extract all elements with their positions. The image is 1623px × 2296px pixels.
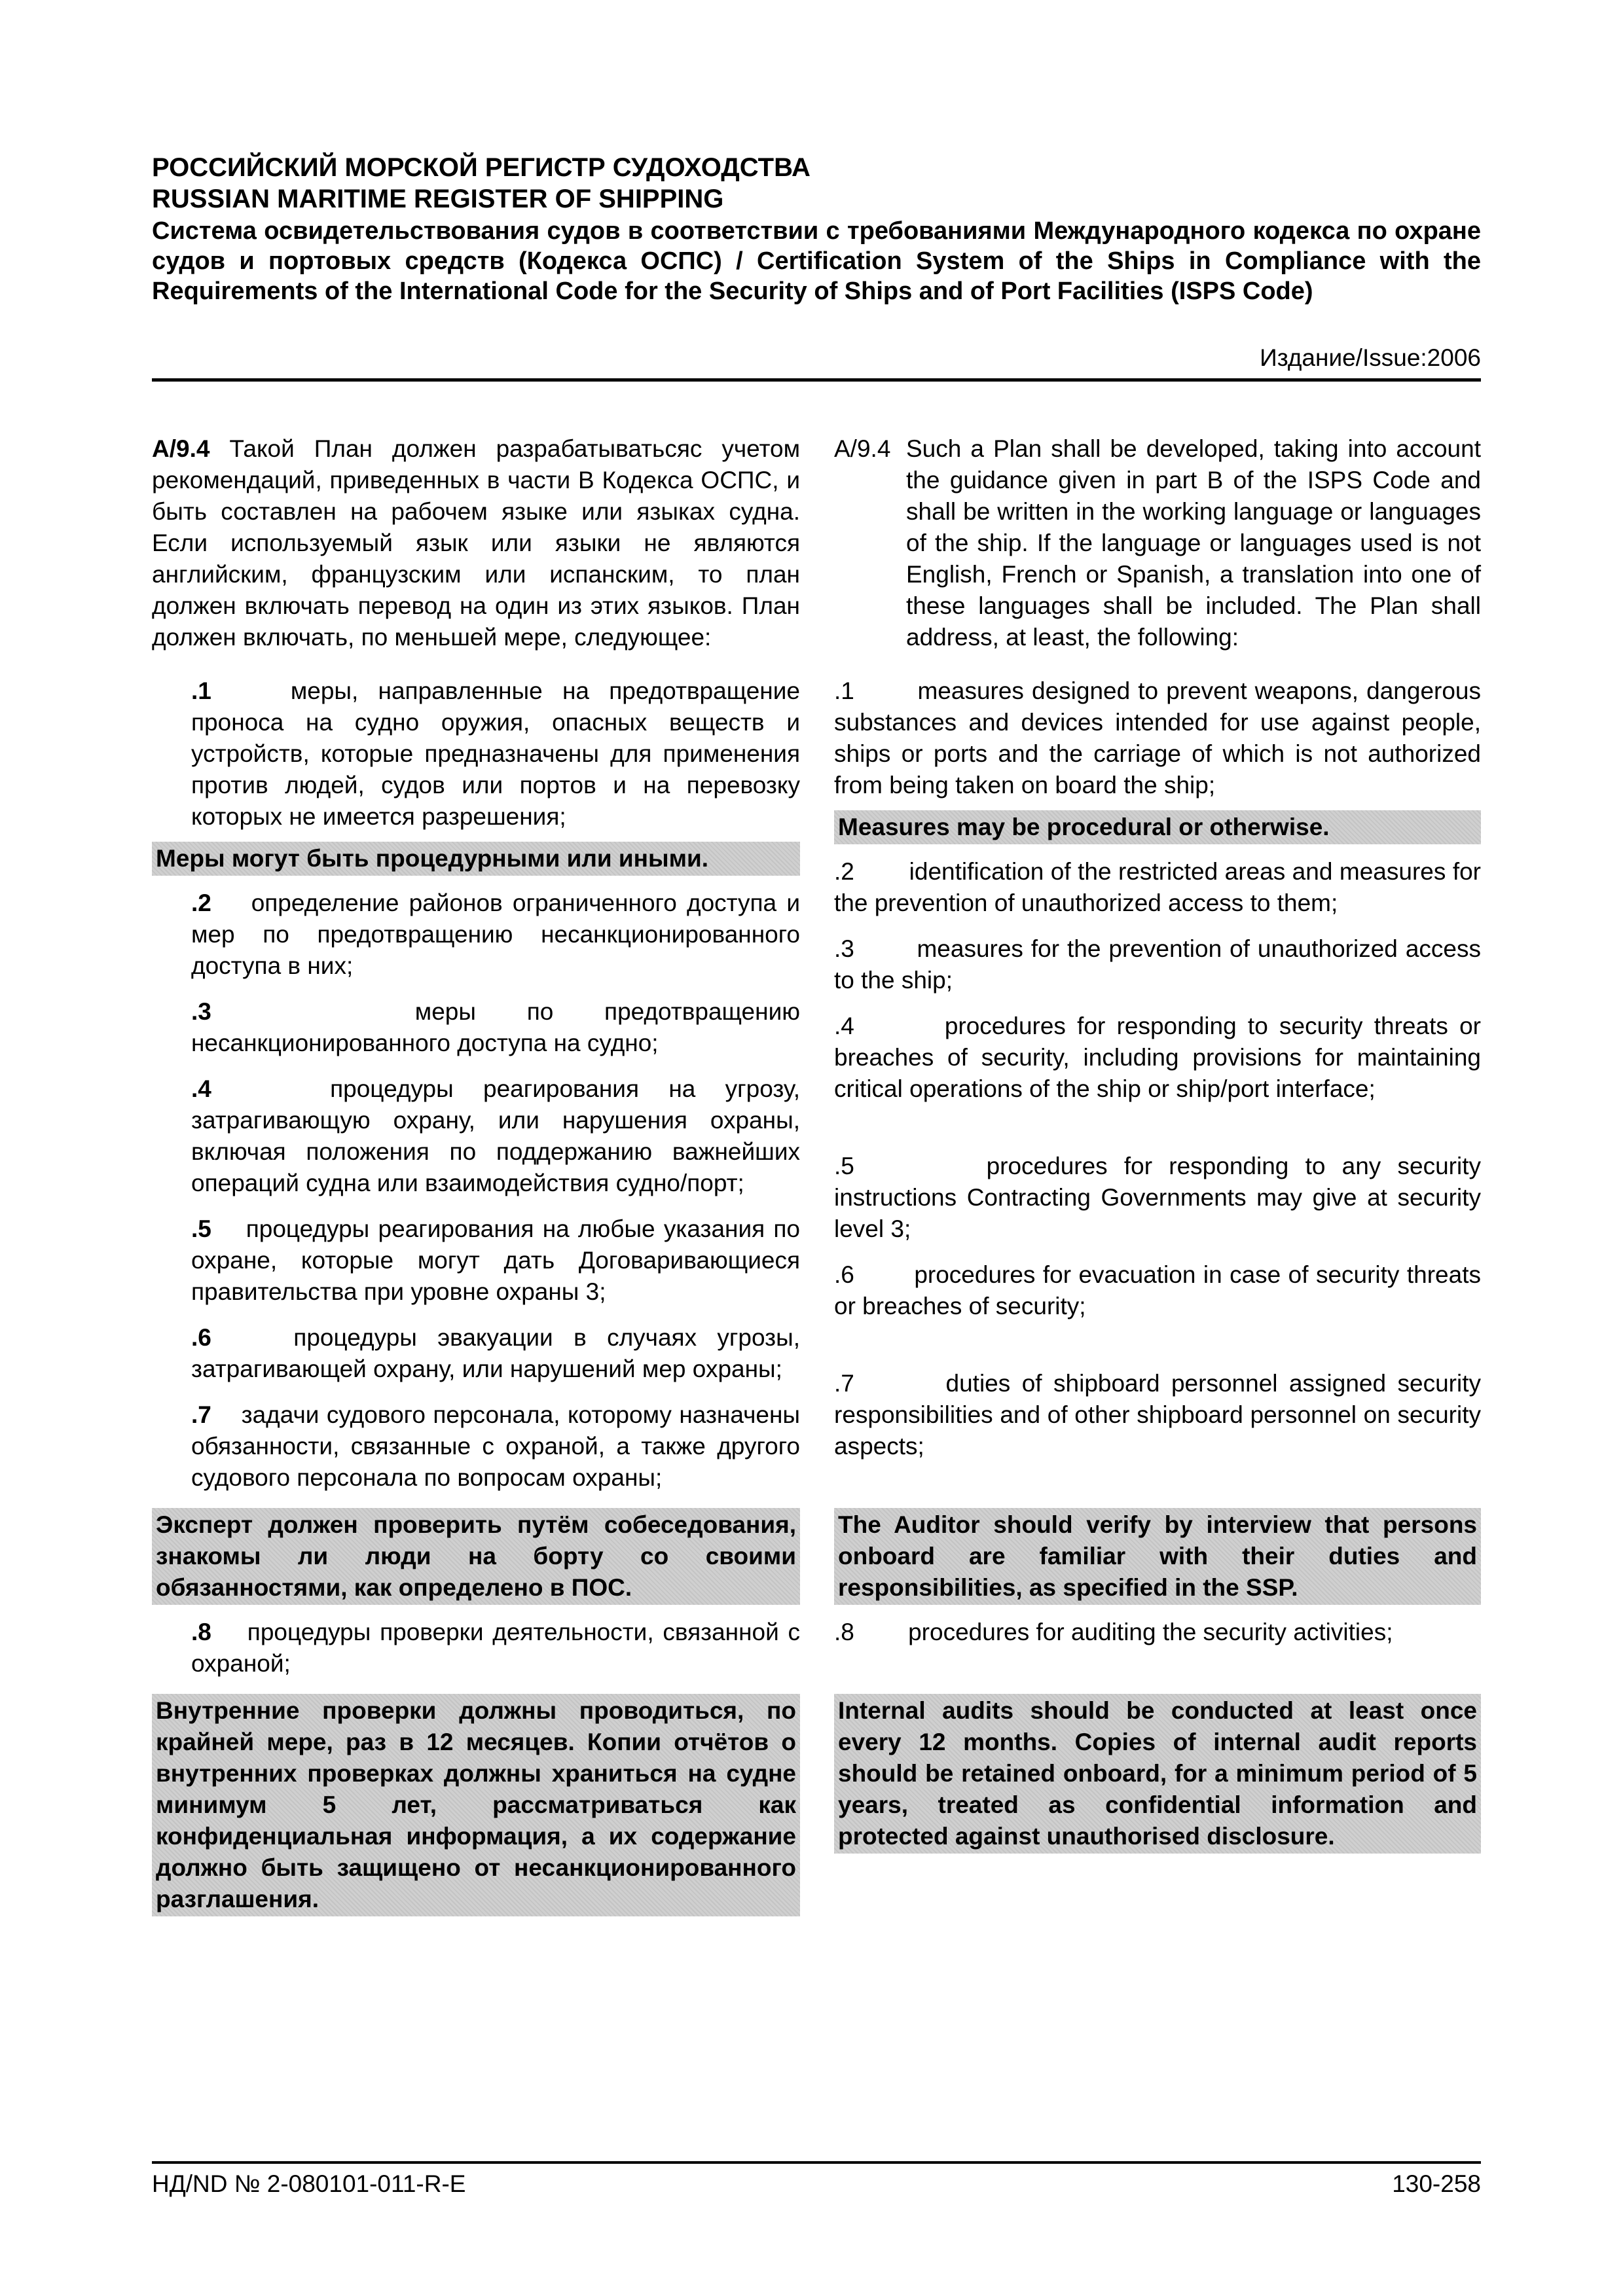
list-item: .5 процедуры реагирования на любые указания по охране, которые могут дать Договаривающиеся правительства при уровне охраны 3; xyxy=(191,1215,800,1305)
note-box-ru: Меры могут быть процедурными или иными. xyxy=(152,842,800,876)
list-item: .8 процедуры проверки деятельности, связанной с охраной; xyxy=(191,1619,800,1677)
header-rule xyxy=(152,378,1481,382)
list-item: .8 procedures for auditing the security activities; xyxy=(834,1619,1393,1645)
clause-number-ru: А/9.4 xyxy=(152,435,210,462)
english-column xyxy=(834,433,1481,1854)
issue-label: Издание/Issue:2006 xyxy=(1260,344,1481,371)
document-header xyxy=(152,152,1481,306)
list-item: .4 procedures for responding to security threats or breaches of security, including provisions for maintaining critical operations of the ship or ship/port interface; xyxy=(834,1013,1481,1102)
list-item: .6 procedures for evacuation in case of security threats or breaches of security; xyxy=(834,1261,1481,1319)
list-item: .1 меры, направленные на предотвращение проноса на судно оружия, опасных веществ и устройств, которые предназначены для применения против людей, судов или портов и на перевозку которых не имеется разрешения; xyxy=(191,677,800,830)
note-box-en: The Auditor should verify by interview that persons onboard are familiar with their duties and responsibilities, as specified in the SSP. xyxy=(834,1508,1481,1605)
document-title: Система освидетельствования судов в соответствии с требованиями Международного кодекса по охране судов и портовых средств (Кодекса ОСПС) / Certification System of the Ships in Compliance with the Requirements of the International Code for the Security of Ships and of Port Facilities (ISPS Code) xyxy=(152,217,1481,305)
list-item: .2 определение районов ограниченного доступа и мер по предотвращению несанкционированного доступа в них; xyxy=(191,889,801,979)
list-item: .7 duties of shipboard personnel assigned security responsibilities and of other shipboard personnel on security aspects; xyxy=(834,1370,1481,1460)
page-number: 130-258 xyxy=(1392,2170,1481,2197)
document-page xyxy=(152,0,1481,2296)
clause-number-en: A/9.4 xyxy=(834,435,891,462)
note-box-ru: Внутренние проверки должны проводиться, по крайней мере, раз в 12 месяцев. Копии отчётов о внутренних проверках должны храниться на судне минимум 5 лет, рассматриваться как конфиденциальная информация, а их содержание должно быть защищено от несанкционированного разглашения. xyxy=(152,1694,800,1916)
document-number: НД/ND № 2-080101-011-R-E xyxy=(152,2170,466,2197)
register-name-en: RUSSIAN MARITIME REGISTER OF SHIPPING xyxy=(152,185,724,213)
intro-paragraph-en: A/9.4 Such a Plan shall be developed, taking into account the guidance given in part B of the ISPS Code and shall be written in the working language or languages of the ship. If the language or languages used is not English, French or Spanish, a translation into one of these languages shall be included. The Plan shall address, at least, the following: xyxy=(834,433,1481,653)
list-item: .5 procedures for responding to any security instructions Contracting Governments may give at security level 3; xyxy=(834,1153,1481,1242)
list-item: .2 identification of the restricted areas and measures for the prevention of unauthorized access to them; xyxy=(834,858,1481,916)
list-item: .3 measures for the prevention of unauthorized access to the ship; xyxy=(834,935,1481,994)
list-item: .4 процедуры реагирования на угрозу, затрагивающую охрану, или нарушения охраны, включая положения по поддержанию важнейших операций судна или взаимодействия судно/порт; xyxy=(191,1075,800,1196)
list-item: .6 процедуры эвакуации в случаях угрозы, затрагивающей охрану, или нарушений мер охраны; xyxy=(191,1324,800,1382)
register-name-ru: РОССИЙСКИЙ МОРСКОЙ РЕГИСТР СУДОХОДСТВА xyxy=(152,153,811,182)
footer-rule xyxy=(152,2161,1481,2164)
russian-column xyxy=(152,433,800,1916)
note-box-ru: Эксперт должен проверить путём собеседования, знакомы ли люди на борту со своими обязанностями, как определено в ПОС. xyxy=(152,1508,800,1605)
list-item: .3 меры по предотвращению несанкционированного доступа на судно; xyxy=(191,998,800,1056)
list-item: .1 measures designed to prevent weapons, dangerous substances and devices intended for use against people, ships or ports and the carriage of which is not authorized from being taken on board the ship; xyxy=(834,677,1482,798)
note-box-en: Internal audits should be conducted at least once every 12 months. Copies of internal audit reports should be retained onboard, for a minimum period of 5 years, treated as confidential information and protected against unauthorised disclosure. xyxy=(834,1694,1481,1854)
list-item: .7 задачи судового персонала, которому назначены обязанности, связанные с охраной, а также другого судового персонала по вопросам охраны; xyxy=(191,1401,800,1491)
note-box-en: Measures may be procedural or otherwise. xyxy=(834,810,1481,844)
intro-paragraph-ru: А/9.4 Такой План должен разрабатыватьсяс учетом рекомендаций, приведенных в части В Кодекса ОСПС, и быть составлен на рабочем языке или языках судна. Если используемый язык или языки не являются английским, французским или испанским, то план должен включать перевод на один из этих языков. План должен включать, по меньшей мере, следующее: xyxy=(152,435,801,651)
